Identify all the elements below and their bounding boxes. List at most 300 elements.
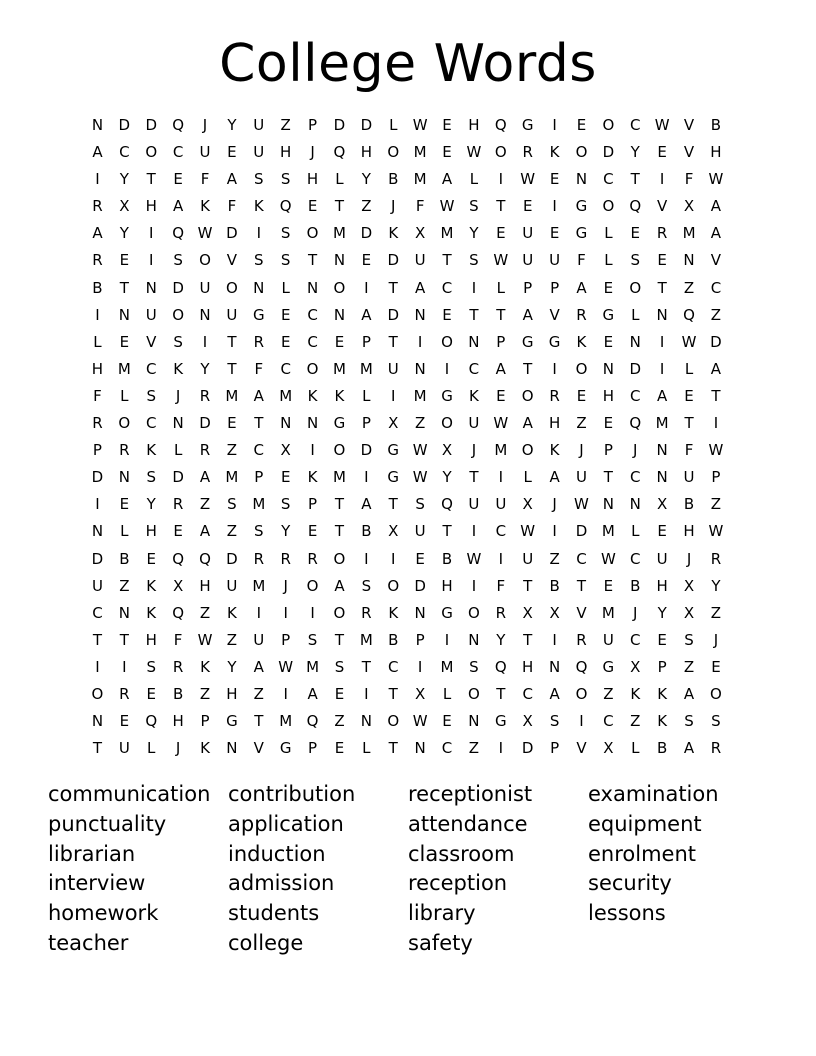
- grid-letter: Q: [172, 116, 185, 134]
- grid-letter: D: [333, 116, 346, 134]
- grid-letter: A: [253, 657, 264, 676]
- grid-letter: R: [495, 603, 507, 622]
- grid-letter: Q: [199, 549, 211, 568]
- grid-letter: I: [283, 603, 288, 622]
- grid-letter: S: [334, 657, 345, 676]
- grid-letter: Z: [710, 495, 722, 514]
- grid-letter: G: [226, 712, 238, 731]
- grid-letter: E: [496, 386, 506, 405]
- grid-letter: L: [604, 251, 613, 270]
- grid-letter: S: [469, 197, 479, 216]
- grid-letter: A: [657, 386, 668, 405]
- grid-letter: T: [523, 630, 533, 649]
- grid-letter: B: [361, 522, 372, 541]
- grid-letter: E: [603, 278, 614, 297]
- grid-letter: X: [119, 197, 130, 216]
- grid-letter: D: [118, 116, 131, 134]
- grid-letter: I: [498, 468, 504, 487]
- grid-letter: J: [310, 143, 315, 162]
- grid-letter: W: [600, 549, 616, 568]
- grid-letter: E: [280, 332, 291, 351]
- grid-letter: L: [442, 684, 452, 703]
- grid-letter: D: [575, 522, 588, 541]
- grid-letter: K: [200, 739, 210, 758]
- grid-letter: U: [468, 495, 480, 514]
- grid-letter: J: [633, 603, 638, 622]
- grid-letter: Y: [281, 522, 291, 541]
- grid-letter: X: [522, 712, 533, 731]
- grid-letter: E: [576, 116, 587, 134]
- grid-letter: R: [576, 305, 587, 324]
- word-list-item: receptionist: [408, 782, 533, 806]
- grid-letter: W: [197, 630, 213, 649]
- grid-letter: Y: [496, 630, 506, 649]
- grid-letter: Q: [172, 603, 185, 622]
- grid-letter: R: [92, 251, 103, 270]
- grid-letter: X: [388, 414, 399, 433]
- grid-letter: D: [91, 468, 104, 487]
- grid-letter: A: [361, 495, 372, 514]
- grid-letter: C: [172, 143, 184, 162]
- grid-letter: R: [253, 549, 264, 568]
- grid-letter: U: [118, 739, 130, 758]
- grid-letter: T: [119, 630, 129, 649]
- grid-letter: X: [172, 576, 184, 595]
- grid-letter: C: [441, 278, 453, 297]
- word-list-item: attendance: [408, 811, 528, 836]
- grid-letter: N: [468, 332, 480, 351]
- grid-letter: N: [414, 305, 426, 324]
- grid-letter: G: [575, 224, 588, 243]
- grid-letter: M: [279, 386, 293, 405]
- grid-letter: N: [360, 712, 372, 731]
- grid-letter: S: [254, 170, 264, 189]
- grid-letter: Q: [172, 549, 185, 568]
- grid-letter: N: [145, 278, 157, 297]
- grid-letter: Q: [575, 657, 588, 676]
- grid-letter: H: [710, 143, 722, 162]
- grid-letter: L: [120, 386, 129, 405]
- grid-letter: Z: [334, 712, 345, 731]
- grid-letter: O: [333, 549, 346, 568]
- grid-letter: U: [199, 143, 211, 162]
- grid-letter: O: [468, 684, 480, 703]
- word-list-item: punctuality: [48, 811, 167, 836]
- grid-letter: U: [495, 495, 507, 514]
- grid-letter: L: [362, 386, 371, 405]
- grid-letter: P: [200, 712, 210, 731]
- grid-letter: O: [145, 143, 158, 162]
- grid-letter: V: [576, 603, 587, 622]
- grid-letter: N: [118, 468, 130, 487]
- grid-letter: Z: [253, 684, 264, 703]
- grid-letter: D: [360, 441, 373, 460]
- grid-letter: Z: [683, 657, 695, 676]
- grid-letter: C: [388, 657, 399, 676]
- grid-letter: S: [146, 468, 156, 487]
- grid-letter: T: [92, 739, 103, 758]
- grid-letter: R: [253, 332, 264, 351]
- grid-letter: M: [332, 224, 346, 243]
- grid-letter: I: [417, 657, 423, 676]
- grid-letter: R: [522, 143, 533, 162]
- grid-letter: W: [412, 116, 428, 134]
- grid-letter: H: [441, 576, 453, 595]
- grid-letter: D: [226, 224, 238, 243]
- grid-letter: I: [391, 386, 396, 405]
- grid-letter: C: [522, 684, 533, 703]
- grid-letter: K: [549, 143, 560, 162]
- grid-letter: Q: [683, 305, 695, 324]
- grid-letter: L: [631, 305, 640, 324]
- grid-letter: Q: [145, 712, 158, 731]
- grid-letter: X: [683, 603, 695, 622]
- grid-letter: P: [308, 495, 318, 514]
- grid-letter: R: [656, 224, 668, 243]
- grid-letter: S: [146, 386, 156, 405]
- grid-letter: C: [307, 305, 318, 324]
- grid-letter: I: [471, 522, 477, 541]
- grid-letter: I: [444, 630, 450, 649]
- grid-letter: O: [575, 143, 588, 162]
- grid-letter: E: [442, 712, 452, 731]
- grid-letter: N: [548, 657, 561, 676]
- grid-letter: M: [306, 657, 320, 676]
- grid-letter: U: [522, 251, 534, 270]
- grid-letter: D: [91, 549, 104, 568]
- grid-letter: C: [576, 549, 587, 568]
- grid-letter: N: [602, 495, 614, 514]
- grid-letter: N: [575, 170, 588, 189]
- grid-letter: W: [708, 441, 724, 460]
- grid-letter: B: [549, 576, 560, 595]
- grid-letter: E: [334, 739, 345, 758]
- grid-letter: Q: [629, 414, 642, 433]
- grid-letter: Y: [361, 170, 371, 189]
- grid-letter: K: [173, 359, 184, 378]
- grid-letter: J: [579, 441, 584, 460]
- grid-letter: T: [469, 468, 479, 487]
- grid-letter: A: [683, 684, 695, 703]
- grid-letter: E: [227, 143, 237, 162]
- grid-letter: Q: [494, 116, 507, 134]
- grid-letter: P: [308, 116, 318, 134]
- grid-letter: I: [552, 359, 557, 378]
- grid-letter: N: [468, 630, 480, 649]
- grid-letter: N: [629, 495, 641, 514]
- grid-letter: A: [415, 278, 426, 297]
- grid-letter: C: [630, 116, 641, 134]
- grid-letter: T: [307, 251, 318, 270]
- grid-letter: R: [172, 495, 184, 514]
- grid-letter: N: [91, 522, 104, 541]
- grid-letter: J: [202, 116, 208, 134]
- grid-letter: X: [414, 224, 426, 243]
- grid-letter: Z: [576, 414, 587, 433]
- grid-letter: W: [412, 441, 428, 460]
- grid-letter: I: [391, 549, 396, 568]
- grid-letter: B: [388, 170, 399, 189]
- word-list-item: interview: [48, 871, 146, 896]
- grid-letter: Z: [226, 630, 238, 649]
- grid-letter: Z: [683, 278, 695, 297]
- grid-letter: N: [226, 739, 238, 758]
- grid-letter: B: [119, 549, 130, 568]
- grid-letter: T: [388, 739, 398, 758]
- grid-letter: T: [254, 414, 264, 433]
- grid-letter: K: [657, 712, 668, 731]
- grid-letter: E: [442, 143, 452, 162]
- grid-letter: T: [361, 657, 371, 676]
- grid-letter: R: [92, 414, 103, 433]
- grid-letter: W: [278, 657, 294, 676]
- word-list-item: examination: [588, 782, 719, 806]
- grid-letter: E: [119, 495, 130, 514]
- grid-letter: W: [520, 170, 536, 189]
- grid-letter: I: [202, 332, 208, 351]
- grid-letter: S: [254, 522, 264, 541]
- grid-letter: T: [146, 170, 156, 189]
- grid-letter: M: [494, 441, 508, 460]
- grid-letter: C: [280, 359, 291, 378]
- grid-letter: E: [334, 332, 345, 351]
- grid-letter: D: [172, 468, 184, 487]
- grid-letter: T: [119, 278, 129, 297]
- grid-letter: N: [602, 359, 614, 378]
- grid-letter: C: [630, 630, 641, 649]
- grid-letter: H: [226, 684, 238, 703]
- grid-letter: X: [683, 576, 695, 595]
- grid-letter: I: [95, 495, 100, 514]
- grid-letter: W: [520, 522, 536, 541]
- grid-letter: L: [604, 224, 613, 243]
- grid-letter: W: [708, 522, 724, 541]
- grid-letter: E: [549, 224, 560, 243]
- grid-letter: Y: [119, 170, 129, 189]
- grid-letter: T: [523, 359, 533, 378]
- grid-letter: H: [172, 712, 184, 731]
- grid-letter: R: [361, 603, 372, 622]
- grid-letter: T: [523, 576, 533, 595]
- grid-letter: E: [711, 657, 721, 676]
- grid-letter: N: [199, 305, 211, 324]
- grid-letter: F: [496, 576, 506, 595]
- grid-letter: Y: [227, 657, 237, 676]
- grid-letter: R: [199, 441, 211, 460]
- grid-letter: C: [145, 359, 157, 378]
- grid-letter: M: [359, 359, 373, 378]
- grid-letter: S: [280, 224, 291, 243]
- grid-letter: K: [200, 657, 210, 676]
- grid-letter: M: [655, 414, 669, 433]
- grid-letter: G: [333, 414, 346, 433]
- grid-letter: I: [471, 278, 477, 297]
- grid-letter: O: [306, 224, 319, 243]
- grid-letter: M: [359, 630, 373, 649]
- grid-letter: I: [149, 224, 154, 243]
- grid-letter: E: [549, 170, 560, 189]
- grid-letter: M: [252, 495, 266, 514]
- grid-letter: L: [631, 739, 640, 758]
- grid-letter: B: [441, 549, 453, 568]
- grid-letter: C: [710, 278, 722, 297]
- grid-letter: Z: [468, 739, 480, 758]
- grid-letter: X: [603, 739, 614, 758]
- grid-letter: C: [468, 359, 480, 378]
- grid-letter: G: [602, 305, 615, 324]
- grid-letter: O: [333, 278, 346, 297]
- grid-letter: R: [119, 684, 130, 703]
- word-list-item: college: [228, 930, 304, 955]
- grid-letter: A: [441, 170, 453, 189]
- grid-letter: D: [521, 739, 534, 758]
- grid-letter: U: [683, 468, 695, 487]
- grid-letter: Z: [710, 305, 722, 324]
- grid-letter: E: [522, 197, 533, 216]
- grid-letter: O: [521, 386, 534, 405]
- grid-letter: P: [550, 278, 560, 297]
- grid-letter: K: [200, 197, 210, 216]
- grid-letter: Y: [711, 576, 721, 595]
- grid-letter: I: [95, 657, 100, 676]
- grid-letter: V: [710, 251, 722, 270]
- grid-letter: M: [601, 522, 615, 541]
- grid-letter: E: [307, 197, 318, 216]
- grid-letter: D: [602, 143, 615, 162]
- grid-letter: W: [574, 495, 589, 514]
- word-list-item: librarian: [48, 841, 136, 866]
- grid-letter: N: [656, 468, 668, 487]
- grid-letter: P: [523, 278, 533, 297]
- grid-letter: I: [149, 251, 154, 270]
- word-list-item: communication: [48, 782, 211, 806]
- grid-letter: T: [334, 197, 345, 216]
- grid-letter: H: [683, 522, 695, 541]
- grid-letter: H: [280, 143, 292, 162]
- grid-letter: T: [92, 630, 103, 649]
- word-list-item: contribution: [228, 782, 356, 806]
- grid-letter: U: [522, 224, 534, 243]
- grid-letter: Y: [469, 224, 479, 243]
- grid-letter: A: [522, 305, 533, 324]
- grid-letter: S: [469, 657, 479, 676]
- grid-letter: U: [549, 251, 561, 270]
- grid-letter: B: [172, 684, 184, 703]
- grid-letter: W: [708, 170, 724, 189]
- grid-letter: N: [414, 359, 426, 378]
- grid-letter: F: [684, 441, 694, 460]
- grid-letter: G: [441, 603, 453, 622]
- grid-letter: H: [306, 170, 319, 189]
- grid-letter: K: [146, 441, 157, 460]
- grid-letter: C: [630, 468, 641, 487]
- grid-letter: A: [495, 359, 506, 378]
- grid-letter: S: [146, 657, 156, 676]
- grid-letter: X: [657, 495, 668, 514]
- grid-letter: Y: [227, 116, 237, 134]
- grid-letter: A: [199, 522, 211, 541]
- grid-letter: I: [310, 441, 315, 460]
- grid-letter: O: [91, 684, 104, 703]
- grid-letter: N: [333, 305, 346, 324]
- grid-letter: L: [362, 739, 371, 758]
- grid-letter: E: [119, 712, 130, 731]
- grid-letter: D: [360, 116, 373, 134]
- grid-letter: K: [576, 332, 587, 351]
- grid-letter: E: [630, 224, 640, 243]
- grid-letter: U: [468, 414, 480, 433]
- grid-letter: E: [684, 386, 694, 405]
- grid-letter: E: [576, 386, 587, 405]
- word-list-item: safety: [408, 930, 473, 955]
- grid-letter: I: [364, 684, 369, 703]
- grid-letter: U: [226, 576, 238, 595]
- grid-letter: N: [172, 414, 184, 433]
- grid-letter: N: [280, 414, 292, 433]
- grid-letter: M: [413, 386, 427, 405]
- grid-letter: I: [364, 468, 369, 487]
- grid-letter: W: [493, 414, 509, 433]
- grid-letter: T: [442, 251, 452, 270]
- grid-letter: P: [415, 630, 425, 649]
- grid-letter: T: [630, 170, 640, 189]
- grid-letter: Z: [414, 414, 426, 433]
- grid-letter: N: [306, 278, 319, 297]
- grid-letter: O: [387, 576, 400, 595]
- grid-letter: U: [414, 251, 426, 270]
- grid-letter: V: [576, 739, 587, 758]
- grid-letter: E: [119, 332, 130, 351]
- grid-letter: Z: [119, 576, 130, 595]
- grid-letter: K: [307, 468, 318, 487]
- grid-letter: U: [199, 278, 211, 297]
- grid-letter: H: [145, 197, 157, 216]
- grid-letter: C: [253, 441, 265, 460]
- grid-letter: O: [199, 251, 211, 270]
- grid-letter: D: [710, 332, 722, 351]
- grid-letter: Z: [603, 684, 614, 703]
- grid-letter: O: [710, 684, 722, 703]
- grid-letter: Y: [146, 495, 156, 514]
- grid-letter: C: [630, 549, 641, 568]
- grid-letter: M: [225, 386, 239, 405]
- grid-letter: F: [254, 359, 264, 378]
- grid-letter: I: [417, 332, 423, 351]
- grid-letter: O: [333, 603, 346, 622]
- grid-letter: A: [334, 576, 345, 595]
- grid-letter: E: [146, 549, 156, 568]
- grid-letter: E: [307, 522, 318, 541]
- grid-letter: K: [253, 197, 264, 216]
- grid-letter: I: [659, 359, 665, 378]
- grid-letter: E: [603, 332, 614, 351]
- grid-letter: T: [469, 305, 479, 324]
- grid-letter: Y: [200, 359, 210, 378]
- grid-letter: N: [629, 332, 641, 351]
- grid-letter: T: [657, 278, 667, 297]
- grid-letter: Z: [361, 197, 372, 216]
- grid-letter: T: [603, 468, 613, 487]
- grid-letter: U: [253, 143, 265, 162]
- grid-letter: Y: [442, 468, 452, 487]
- grid-letter: N: [333, 251, 346, 270]
- grid-letter: W: [466, 549, 482, 568]
- grid-letter: H: [602, 386, 614, 405]
- grid-letter: S: [280, 170, 291, 189]
- grid-letter: I: [95, 305, 100, 324]
- grid-letter: B: [388, 630, 399, 649]
- grid-letter: R: [172, 657, 184, 676]
